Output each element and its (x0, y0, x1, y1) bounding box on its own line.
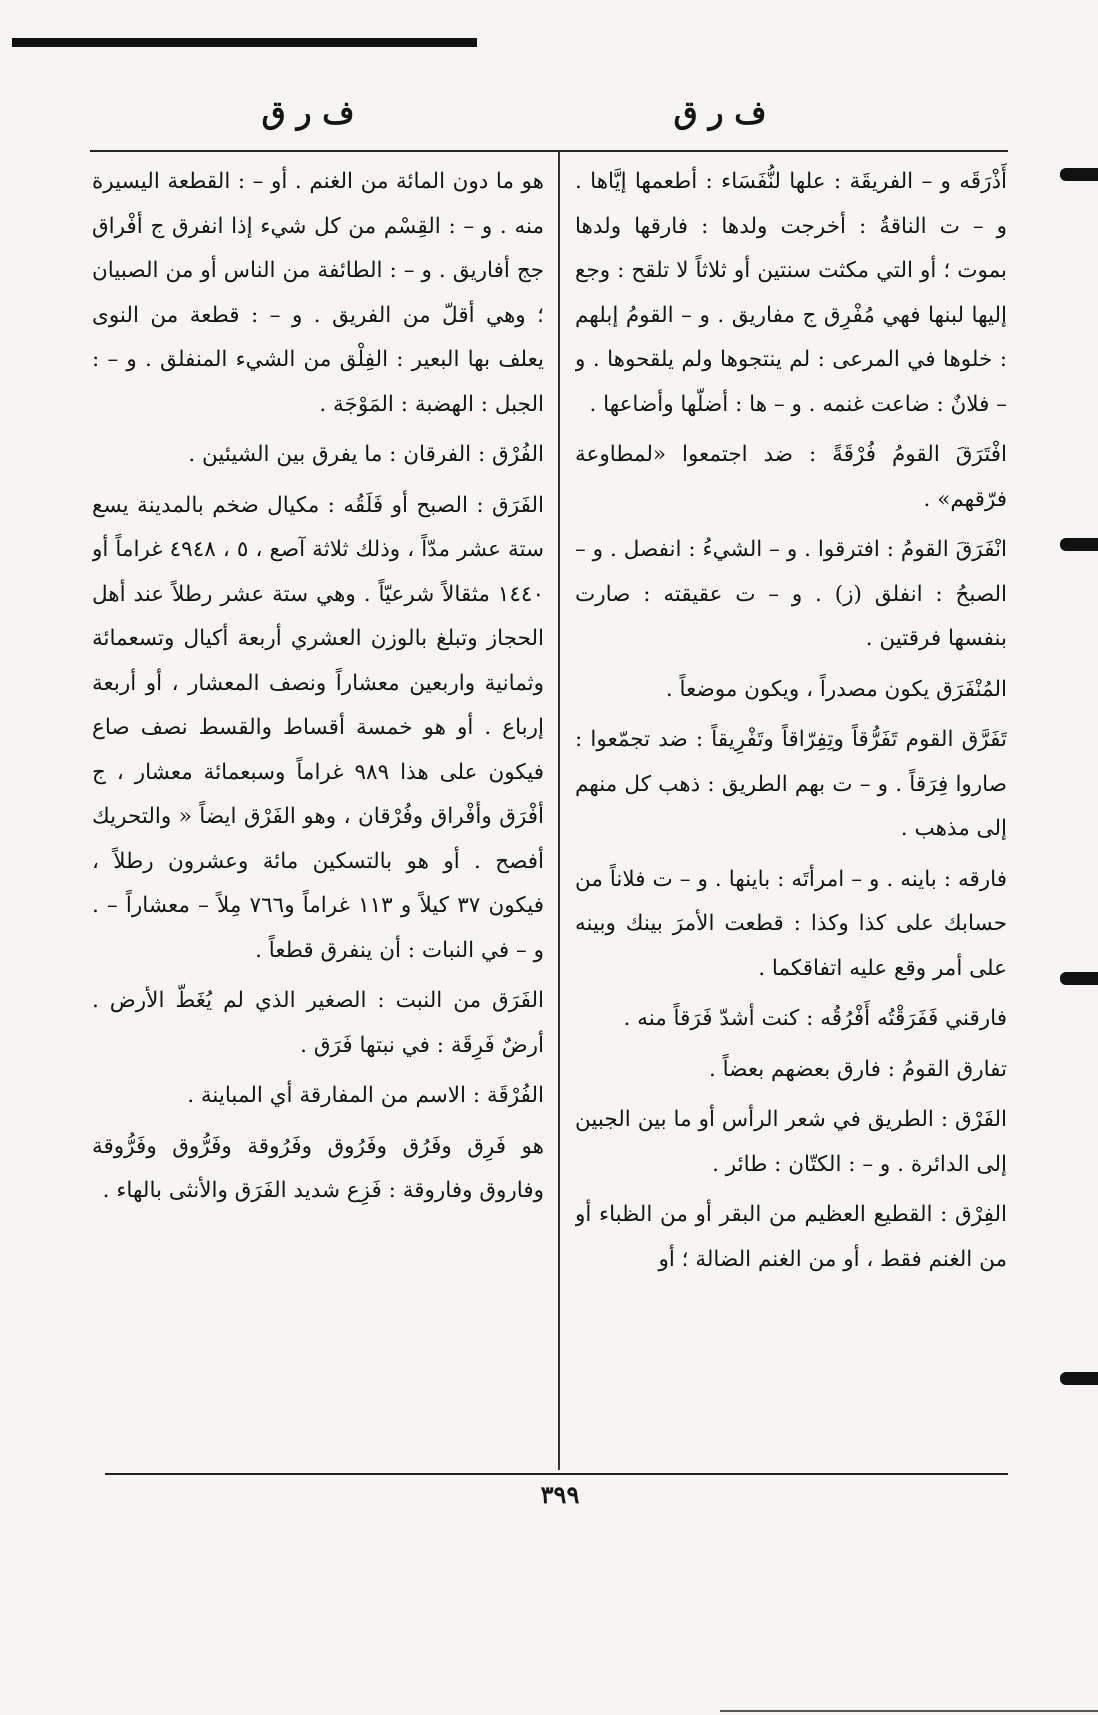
footer-rule (105, 1473, 1008, 1475)
left-column (92, 160, 544, 1470)
entry: الفَرَق : الصبح أو فَلَقُه : مكيال ضخم بالمدينة يسع ستة عشر مدّاً ، وذلك ثلاثة آصع ، ٥ ، ٤٩٤٨ غراماً أو ١٤٤٠ مثقالاً شرعيّاً . وهي ستة عشر رطلاً عند أهل الحجاز وتبلغ بالوزن العشري أربعة أكيال وتسعمائة وثمانية واربعين معشاراً ونصف المعشار ، أو أربعة إرباع . أو هو خمسة أقساط والقسط نصف صاع فيكون على هذا ٩٨٩ غراماً وسبعمائة معشار ، ج أفْرَق وأفْراق وفُرْقان ، وهو الفَرْق ايضاً « والتحريك أفصح . أو هو بالتسكين مائة وعشرون رطلاً ، فيكون ٣٧ كيلاً و ١١٣ غراماً و٧٦٦ مِلاً – معشاراً – . و – في النبات : أن ينفرق قطعاً . (92, 492, 544, 963)
entry: افْتَرَقَ القومُ فُرْقَةً : ضد اجتمعوا «لمطاوعة فرّقهم» . (575, 442, 1007, 512)
edge-mark (1060, 972, 1098, 985)
entry: هو فَرِق وفَرُق وفَرُوق وفَرُوقة وفَرُّوق وفَرُّوقة وفاروق وفاروقة : فَزِع شديد الفَرَق والأنثى بالهاء . (92, 1133, 544, 1203)
header-rule (90, 150, 1008, 152)
entry: الفَرْق : الطريق في شعر الرأس أو ما بين الجبين إلى الدائرة . و – : الكتّان : طائر . (575, 1107, 1007, 1177)
header-left: ف ر ق (261, 95, 355, 131)
entry: الفَرَق من النبت : الصغير الذي لم يُغَطّ الأرض . أرضٌ فَرِقَة : في نبتها فَرَق . (92, 988, 544, 1058)
header-right: ف ر ق (673, 95, 767, 131)
entry: الفُرْقَة : الاسم من المفارقة أي المباينة . (187, 1083, 544, 1108)
entry: تَفَرَّق القوم تَفَرُّقاً وتِفِرّاقاً وتَفْرِيقاً : ضد تجمّعوا : صاروا فِرَقاً . و – ت بهم الطريق : ذهب كل منهم إلى مذهب . (575, 727, 1007, 841)
edge-mark (1060, 1372, 1098, 1385)
edge-mark (1060, 168, 1098, 181)
edge-mark (1060, 538, 1098, 551)
entry: فارقني فَفَرَقْتُه أَفْرُقُه : كنت أشدّ فَرَقاً منه . (623, 1006, 1007, 1031)
top-rule (12, 38, 477, 47)
column-divider (558, 152, 560, 1470)
entry: الفِرْق : القطيع العظيم من البقر أو من الظباء أو من الغنم فقط ، أو من الغنم الضالة ؛ أو (575, 1202, 1007, 1272)
entry: تفارق القومُ : فارق بعضهم بعضاً . (708, 1056, 1007, 1082)
entry: أَذْرَقَه و – الفريقَة : علها لنُّفَسَاء : أطعمها إيَّاها . و – ت الناقةُ : أخرجت ولدها : فارقها ولدها بموت ؛ أو التي مكثت سنتين أو ثلاثاً لا تلقح : وجع إليها لبنها فهي مُفْرِق ج مفاريق . و – القومُ إبلهم : خلوها في المرعى : لم ينتجوها ولم يلقحوها . و – فلانٌ : ضاعت غنمه . و – ها : أضلّها وأضاعها . (575, 169, 1007, 417)
entry: فارقه : باينه . و – امرأتَه : باينها . و – ت فلاناً من حسابك على كذا وكذا : قطعت الأمرَ بينك وبينه على أمر وقع عليه اتفاقكما . (575, 866, 1007, 981)
entry: انْفَرَقَ القومُ : افترقوا . و – الشيءُ : انفصل . و – الصبحُ : انفلق (ز) . و – ت عقيقته : صارت بنفسها فرقتين . (575, 537, 1007, 651)
entry: الفُرْق : الفرقان : ما يفرق بين الشيئين . (188, 442, 544, 467)
entry: هو ما دون المائة من الغنم . أو – : القطعة اليسيرة منه . و – : القِسْم من كل شيء إذا انفرق ج أفْراق جج أفاريق . و – : الطائفة من الناس أو من الصبيان ؛ وهي أقلّ من الفريق . و – : قطعة من النوى يعلف بها البعير : الفِلْق من الشيء المنفلق . و – : الجبل : الهضبة : المَوْجَة . (92, 169, 544, 417)
entry: المُنْفَرَق يكون مصدراً ، ويكون موضعاً . (665, 676, 1007, 702)
page-number: ٣٩٩ (540, 1480, 580, 1509)
right-column (575, 160, 1007, 1470)
bottom-rule (720, 1710, 1098, 1712)
